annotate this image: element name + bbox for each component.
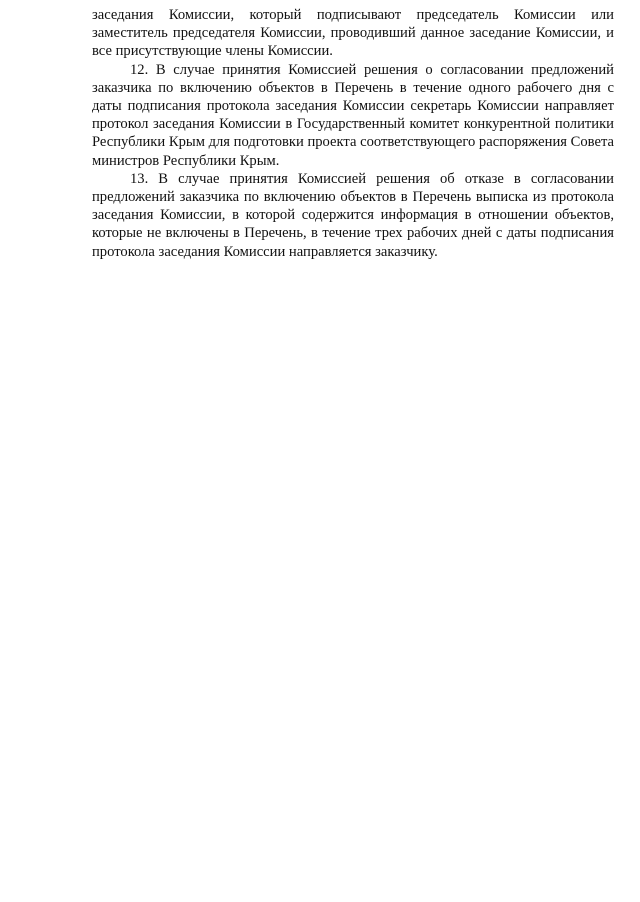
paragraph-continuation: заседания Комиссии, который подписывают председатель Комиссии или заместитель председателя Комиссии, проводивший данное заседание Комиссии, и все присутствующие члены Комиссии. — [92, 7, 614, 60]
paragraph-item-13: 13. В случае принятия Комиссией решения об отказе в согласовании предложений заказчика по включению объектов в Перечень выписка из протокола заседания Комиссии, в которой содержится информация в отношении объектов, которые не включены в Перечень, в течение трех рабочих дней с даты подписания протокола заседания Комиссии направляется заказчику. — [92, 170, 614, 260]
paragraph-item-12: 12. В случае принятия Комиссией решения о согласовании предложений заказчика по включению объектов в Перечень в течение одного рабочего дня с даты подписания протокола заседания Комиссии секретарь Комиссии направляет протокол заседания Комиссии в Государственный комитет конкурентной политики Республики Крым для подготовки проекта соответствующего распоряжения Совета министров Республики Крым. — [92, 61, 614, 169]
document-body — [92, 6, 614, 261]
